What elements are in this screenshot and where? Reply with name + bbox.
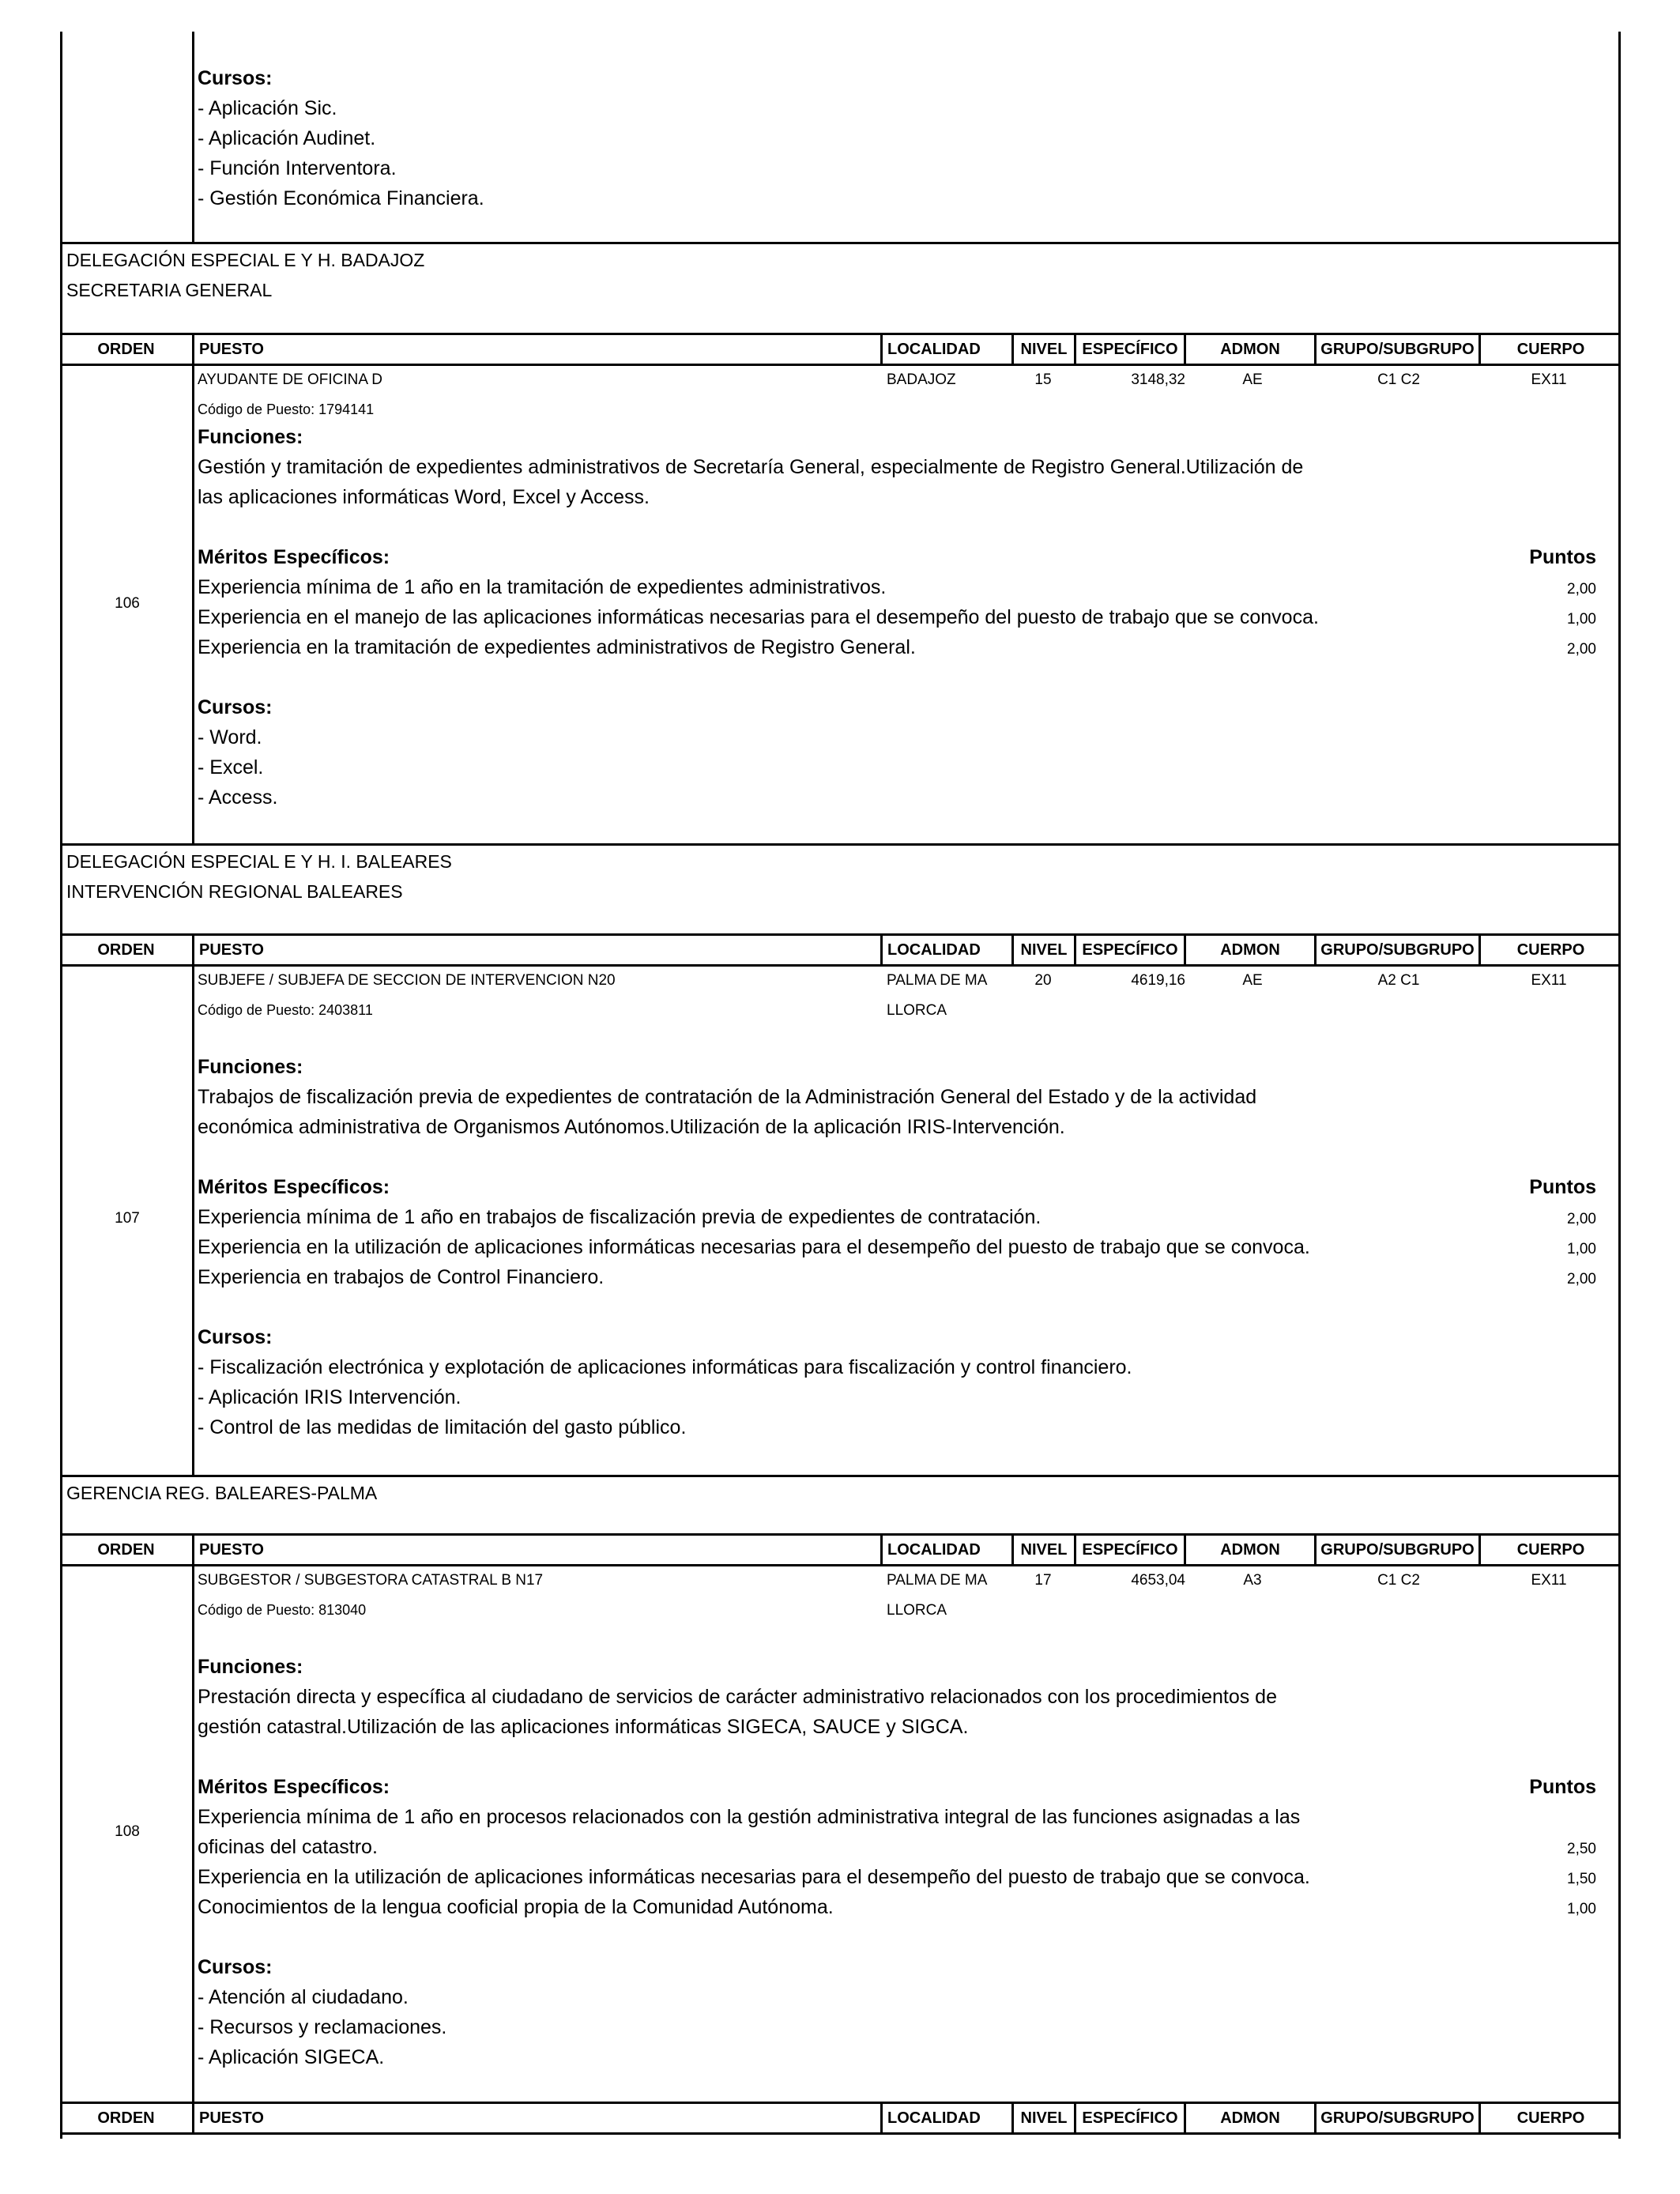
header-admon: ADMON (1220, 1541, 1280, 1559)
col-sep (192, 1536, 194, 1564)
section-divider (60, 242, 1621, 244)
funciones-text: Trabajos de fiscalización previa de expedientes de contratación de la Administración General del Estado y de la actividad (198, 1086, 1257, 1108)
curso-item: - Recursos y reclamaciones. (198, 2016, 447, 2038)
curso-item: - Atención al ciudadano. (198, 1986, 409, 2008)
merito-puntos: 2,00 (1567, 1211, 1596, 1227)
job-nivel: 20 (1034, 972, 1052, 989)
funciones-text: Gestión y tramitación de expedientes administrativos de Secretaría General, especialmente de Registro General.Utilización de (198, 456, 1304, 478)
funciones-heading: Funciones: (198, 426, 303, 448)
col-sep (1184, 2104, 1186, 2132)
col-sep (880, 2104, 883, 2132)
col-sep (1184, 335, 1186, 364)
header-cuerpo: CUERPO (1516, 341, 1585, 358)
job-localidad-cont: LLORCA (887, 1002, 947, 1019)
merito-text: Experiencia en trabajos de Control Financiero. (198, 1266, 605, 1288)
job-cuerpo: EX11 (1531, 371, 1567, 388)
header-grupo: GRUPO/SUBGRUPO (1320, 2109, 1475, 2127)
cursos-heading: Cursos: (198, 696, 273, 718)
job-grupo: C1 C2 (1377, 371, 1420, 388)
curso-item: - Función Interventora. (198, 157, 397, 179)
header-orden: ORDEN (97, 2109, 155, 2127)
merito-puntos: 2,00 (1567, 1271, 1596, 1287)
job-puesto: SUBGESTOR / SUBGESTORA CATASTRAL B N17 (198, 1572, 544, 1589)
funciones-heading: Funciones: (198, 1056, 303, 1078)
header-cuerpo: CUERPO (1516, 1541, 1585, 1559)
col-sep (1011, 335, 1014, 364)
merito-puntos: 1,00 (1567, 1241, 1596, 1257)
header-especifico: ESPECÍFICO (1082, 2109, 1178, 2127)
col-sep (1011, 2104, 1014, 2132)
header-admon: ADMON (1220, 2109, 1280, 2127)
col-sep (192, 936, 194, 964)
curso-item: - Aplicación SIGECA. (198, 2046, 385, 2068)
header-orden: ORDEN (97, 341, 155, 358)
merito-puntos: 1,00 (1567, 611, 1596, 628)
col-sep (1478, 335, 1481, 364)
merito-puntos: 2,00 (1567, 581, 1596, 598)
col-sep (1314, 335, 1317, 364)
unit-name: DELEGACIÓN ESPECIAL E Y H. BADAJOZ (66, 250, 425, 270)
header-admon: ADMON (1220, 341, 1280, 358)
section-divider (60, 843, 1621, 846)
col-sep (880, 1536, 883, 1564)
job-admon: AE (1242, 371, 1263, 388)
header-puesto: PUESTO (199, 941, 264, 959)
unit-name: DELEGACIÓN ESPECIAL E Y H. I. BALEARES (66, 851, 452, 872)
unit-subname: SECRETARIA GENERAL (66, 280, 273, 300)
job-codigo: Código de Puesto: 813040 (198, 1602, 367, 1618)
job-codigo: Código de Puesto: 1794141 (198, 401, 375, 417)
header-nivel: NIVEL (1020, 2109, 1068, 2127)
header-cuerpo: CUERPO (1516, 2109, 1585, 2127)
col-sep (880, 936, 883, 964)
merito-text: Experiencia en el manejo de las aplicaciones informáticas necesarias para el desempeño del puesto de trabajo que se convoca. (198, 606, 1319, 628)
header-especifico: ESPECÍFICO (1082, 1541, 1178, 1559)
col-sep (1314, 936, 1317, 964)
header-localidad: LOCALIDAD (887, 2109, 981, 2127)
col-sep (1074, 335, 1076, 364)
orden-divider (192, 32, 194, 242)
merito-text: Experiencia en la utilización de aplicaciones informáticas necesarias para el desempeño del puesto de trabajo que se convoca. (198, 1866, 1310, 1888)
col-sep (1314, 1536, 1317, 1564)
header-puesto: PUESTO (199, 1541, 264, 1559)
col-sep (1184, 936, 1186, 964)
curso-item: - Control de las medidas de limitación del gasto público. (198, 1416, 687, 1438)
col-sep (192, 2104, 194, 2132)
col-sep (1074, 2104, 1076, 2132)
header-orden: ORDEN (97, 941, 155, 959)
funciones-text: Prestación directa y específica al ciudadano de servicios de carácter administrativo relacionados con los procedimientos de (198, 1686, 1277, 1708)
job-cuerpo: EX11 (1531, 972, 1567, 989)
header-nivel: NIVEL (1020, 941, 1068, 959)
merito-text: Experiencia en la utilización de aplicaciones informáticas necesarias para el desempeño del puesto de trabajo que se convoca. (198, 1236, 1310, 1258)
funciones-text: las aplicaciones informáticas Word, Excel y Access. (198, 486, 650, 508)
job-especifico: 3148,32 (1131, 371, 1185, 388)
job-localidad: PALMA DE MA (887, 972, 988, 989)
curso-item: - Access. (198, 786, 278, 809)
funciones-text: económica administrativa de Organismos Autónomos.Utilización de la aplicación IRIS-Intervención. (198, 1116, 1065, 1138)
header-especifico: ESPECÍFICO (1082, 341, 1178, 358)
col-sep (880, 335, 883, 364)
column-header-row (60, 335, 1621, 364)
merito-puntos: 2,50 (1567, 1841, 1596, 1857)
funciones-text: gestión catastral.Utilización de las aplicaciones informáticas SIGECA, SAUCE y SIGCA. (198, 1716, 969, 1738)
orden-divider (192, 1564, 194, 2102)
job-orden: 106 (115, 595, 140, 612)
merito-text-cont: oficinas del catastro. (198, 1836, 378, 1858)
merito-text: Experiencia en la tramitación de expedientes administrativos de Registro General. (198, 636, 916, 658)
column-header-row (60, 936, 1621, 964)
job-admon: AE (1242, 972, 1263, 989)
col-sep (1011, 936, 1014, 964)
merito-puntos: 2,00 (1567, 641, 1596, 658)
header-nivel: NIVEL (1020, 1541, 1068, 1559)
job-grupo: A2 C1 (1377, 972, 1420, 989)
job-orden: 108 (115, 1823, 140, 1840)
merito-text: Experiencia mínima de 1 año en la tramitación de expedientes administrativos. (198, 576, 887, 598)
curso-item: - Aplicación Audinet. (198, 127, 376, 149)
job-localidad-cont: LLORCA (887, 1602, 947, 1619)
col-sep (1478, 936, 1481, 964)
job-localidad: PALMA DE MA (887, 1572, 988, 1589)
header-orden: ORDEN (97, 1541, 155, 1559)
merito-text: Experiencia mínima de 1 año en trabajos de fiscalización previa de expedientes de contratación. (198, 1206, 1042, 1228)
col-sep (1478, 2104, 1481, 2132)
col-sep (1314, 2104, 1317, 2132)
header-localidad: LOCALIDAD (887, 341, 981, 358)
header-admon: ADMON (1220, 941, 1280, 959)
curso-item: - Word. (198, 726, 262, 748)
job-puesto: AYUDANTE DE OFICINA D (198, 371, 383, 388)
section-divider (60, 1475, 1621, 1477)
job-codigo: Código de Puesto: 2403811 (198, 1002, 373, 1018)
column-header-row (60, 2104, 1621, 2132)
header-grupo: GRUPO/SUBGRUPO (1320, 341, 1475, 358)
header-localidad: LOCALIDAD (887, 1541, 981, 1559)
job-admon: A3 (1243, 1572, 1262, 1589)
merito-text: Experiencia mínima de 1 año en procesos relacionados con la gestión administrativa integral de las funciones asignadas a las (198, 1806, 1301, 1828)
job-localidad: BADAJOZ (887, 371, 956, 388)
cursos-heading: Cursos: (198, 1956, 273, 1978)
curso-item: - Aplicación IRIS Intervención. (198, 1386, 461, 1408)
header-nivel: NIVEL (1020, 341, 1068, 358)
header-bottom-line (60, 1564, 1621, 1566)
col-sep (1074, 1536, 1076, 1564)
job-orden: 107 (115, 1210, 140, 1227)
col-sep (192, 335, 194, 364)
job-cuerpo: EX11 (1531, 1572, 1567, 1589)
job-nivel: 15 (1034, 371, 1052, 388)
header-especifico: ESPECÍFICO (1082, 941, 1178, 959)
header-grupo: GRUPO/SUBGRUPO (1320, 941, 1475, 959)
header-grupo: GRUPO/SUBGRUPO (1320, 1541, 1475, 1559)
curso-item: - Fiscalización electrónica y explotación de aplicaciones informáticas para fiscalización y control financiero. (198, 1356, 1132, 1378)
curso-item: - Aplicación Sic. (198, 97, 337, 119)
curso-item: - Excel. (198, 756, 264, 778)
merito-text: Conocimientos de la lengua cooficial propia de la Comunidad Autónoma. (198, 1896, 834, 1918)
puntos-heading: Puntos (1529, 546, 1596, 568)
header-puesto: PUESTO (199, 341, 264, 358)
unit-name: GERENCIA REG. BALEARES-PALMA (66, 1483, 378, 1503)
job-especifico: 4653,04 (1131, 1572, 1185, 1589)
unit-subname: INTERVENCIÓN REGIONAL BALEARES (66, 881, 403, 902)
puntos-heading: Puntos (1529, 1176, 1596, 1198)
meritos-heading: Méritos Específicos: (198, 1776, 390, 1798)
merito-puntos: 1,50 (1567, 1871, 1596, 1887)
header-puesto: PUESTO (199, 2109, 264, 2127)
header-bottom-line (60, 964, 1621, 967)
orden-divider (192, 964, 194, 1475)
job-nivel: 17 (1034, 1572, 1052, 1589)
job-especifico: 4619,16 (1131, 972, 1185, 989)
meritos-heading: Méritos Específicos: (198, 1176, 390, 1198)
puntos-heading: Puntos (1529, 1776, 1596, 1798)
header-cuerpo: CUERPO (1516, 941, 1585, 959)
header-localidad: LOCALIDAD (887, 941, 981, 959)
curso-item: - Gestión Económica Financiera. (198, 187, 484, 209)
col-sep (1478, 1536, 1481, 1564)
job-grupo: C1 C2 (1377, 1572, 1420, 1589)
cursos-heading: Cursos: (198, 67, 273, 89)
cursos-heading: Cursos: (198, 1326, 273, 1348)
job-puesto: SUBJEFE / SUBJEFA DE SECCION DE INTERVENCION N20 (198, 972, 616, 989)
col-sep (1184, 1536, 1186, 1564)
header-bottom-line (60, 364, 1621, 366)
table-bottom-border (60, 2132, 1621, 2135)
meritos-heading: Méritos Específicos: (198, 546, 390, 568)
column-header-row (60, 1536, 1621, 1564)
merito-puntos: 1,00 (1567, 1901, 1596, 1917)
funciones-heading: Funciones: (198, 1656, 303, 1678)
col-sep (1011, 1536, 1014, 1564)
col-sep (1074, 936, 1076, 964)
orden-divider (192, 364, 194, 843)
